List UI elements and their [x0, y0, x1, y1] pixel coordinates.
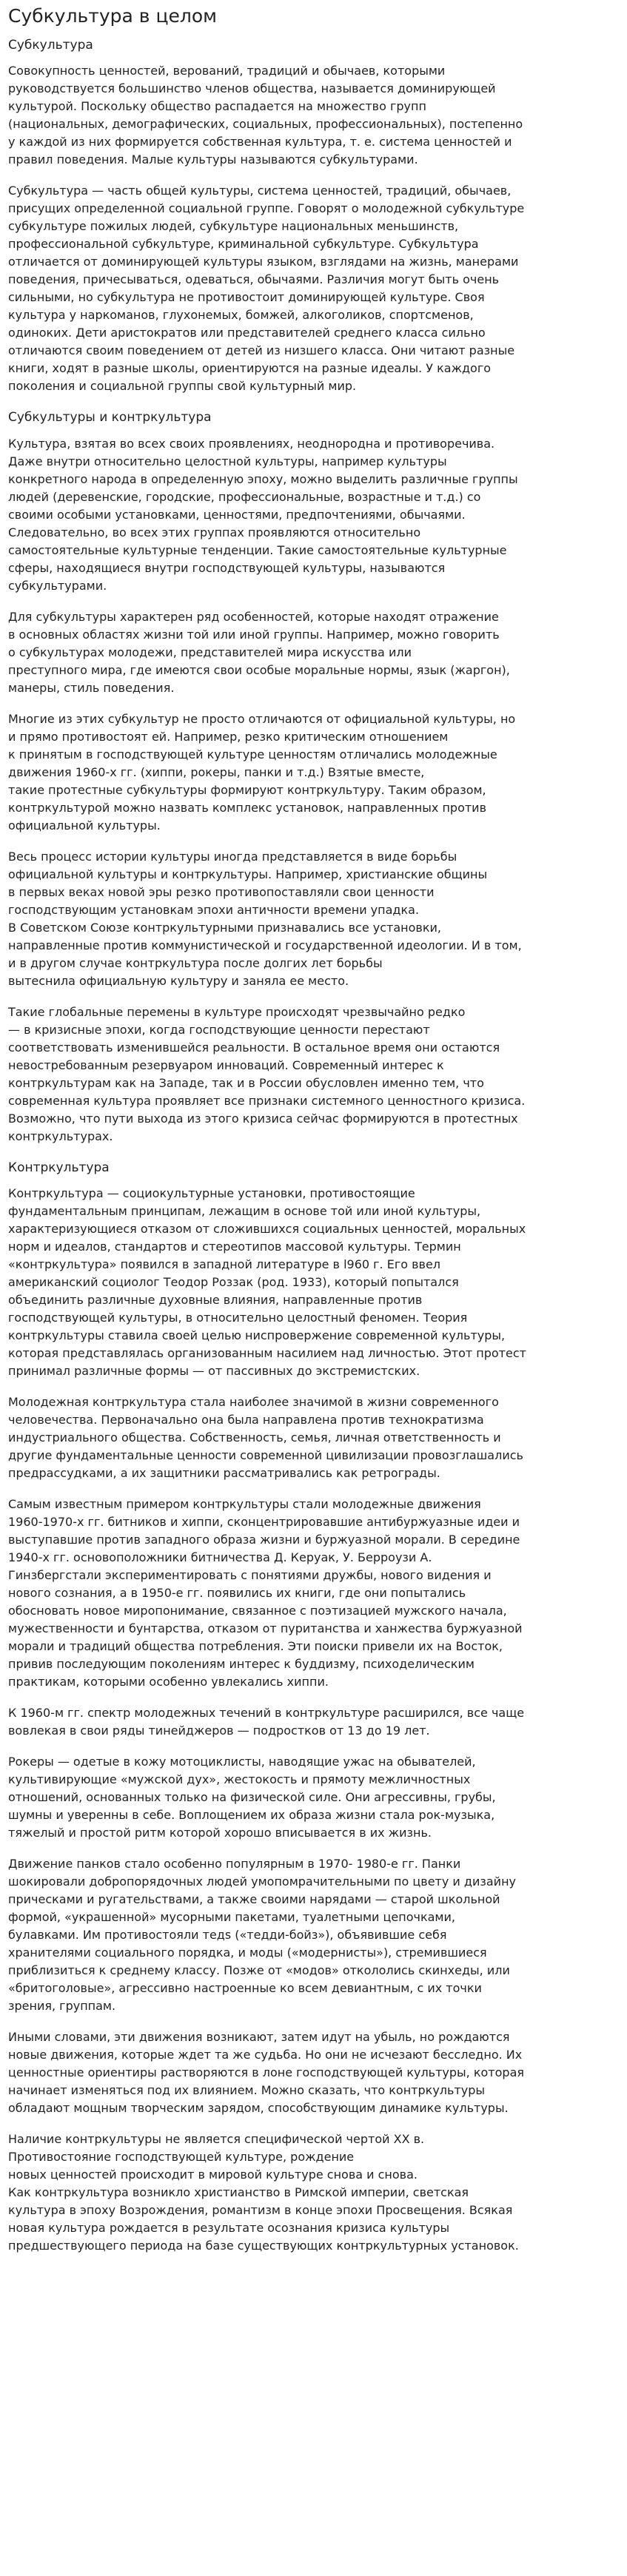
paragraph: Иными словами, эти движения возникают, затем идут на убыль, но рождаются новые движения, которые ждет та же судьба. Но они не исчезают бесследно. Их ценностные ориентиры растворяются в лоне господствующей культуры, которая начинает изменяться под их влиянием. Можно сказать, что контркультуры обладают мощным творческим зарядом, способствующим динамике культуры. [8, 2030, 524, 2115]
section-subcultures-and-counterculture [8, 408, 619, 1146]
paragraph: Многие из этих субкультур не просто отличаются от официальной культуры, но и прямо противостоят ей. Например, резко критическим отношением к принятым в господствующей культуре ценностям отличались молодежные движения 1960-х гг. (хиппи, рокеры, панки и т.д.) Взятые вместе, такие протестные субкультуры формируют контркультуру. Таким образом, контркультурой можно назвать комплекс установок, направленных против официальной культуры. [8, 711, 516, 833]
paragraph: Совокупность ценностей, верований, традиций и обычаев, которыми руководствуется большинство членов общества, называется доминирующей культурой. Поскольку общество распадается на множество групп (национальных, демографических, социальных, профессиональных), постепенно у каждой из них формируется собственная культура, т. е. система ценностей и правил поведения. Малые культуры называются субкультурами. [8, 64, 523, 167]
paragraph: Для субкультуры характерен ряд особенностей, которые находят отражение в основных областях жизни той или иной группы. Например, можно говорить о субкультурах молодежи, представителей мира искусства или преступного мира, где имеются свои особые моральные нормы, язык (жаргон), манеры, стиль поведения. [8, 609, 510, 695]
paragraph: Весь процесс истории культуры иногда представляется в виде борьбы официальной культуры и контркультуры. Например, христианские общины в первых веках новой эры резко противопоставляли свои ценности господствующим установкам эпохи античности времени упадка. В Советском Союзе контркультурными признавались все установки, направленные против коммунистической и государственной идеологии. И в том, и в другом случае контркультура после долгих лет борьбы вытеснила официальную культуру и заняла ее место. [8, 849, 522, 988]
section-heading: Субкультуры и контркультура [8, 410, 212, 425]
paragraph: Такие глобальные перемены в культуре происходят чрезвычайно редко — в кризисные эпохи, когда господствующие ценности перестают соответствовать изменившейся реальности. В остальное время они остаются невостребованным резервуаром инноваций. Современный интерес к контркультурам как на Западе, так и в России обусловлен именно тем, что современная культура проявляет все признаки системного ценностного кризиса. Возможно, что пути выхода из этого кризиса сейчас формируются в протестных контркультурах. [8, 1004, 526, 1143]
section-counterculture [8, 1159, 619, 2256]
section-subculture [8, 36, 619, 396]
paragraph: Культура, взятая во всех своих проявлениях, неоднородна и противоречива. Даже внутри относительно целостной культуры, например культуры конкретного народа в определенную эпоху, можно выделить различные группы людей (деревенские, городские, профессиональные, возрастные и т.д.) со своими особыми установками, ценностями, предпочтениями, обычаями. Следовательно, во всех этих группах проявляются относительно самостоятельные культурные тенденции. Такие самостоятельные культурные сферы, находящиеся внутри господствующей культуры, называются субкультурами. [8, 436, 518, 593]
paragraph: Рокеры — одетые в кожу мотоциклисты, наводящие ужас на обывателей, культивирующие «мужской дух», жестокость и прямоту межличностных отношений, основанных только на физической силе. Они агрессивны, грубы, шумны и уверенны в себе. Воплощением их образа жизни стала рок-музыка, тяжелый и простой ритм которой хорошо вписывается в их жизнь. [8, 1755, 496, 1840]
page-title: Субкультура в целом [8, 5, 217, 27]
paragraph: К 1960-м гг. спектр молодежных течений в контркультуре расширился, все чаще вовлекая в свои ряды тинейджеров — подростков от 13 до 19 лет. [8, 1706, 525, 1738]
paragraph: Движение панков стало особенно популярным в 1970- 1980-е гг. Панки шокировали добропорядочных людей умопомрачительными по цвету и дизайну прическами и ругательствами, а также своими нарядами — старой школьной формой, «украшенной» мусорными пакетами, туалетными цепочками, булавками. Им противостояли тедs («тедди-бойз»), объявившие себя хранителями социального порядка, и моды («модернисты»), стремившиеся приблизиться к среднему классу. Позже от «модов» откололись скинхеды, или «бритоголовые», агрессивно настроенные ко всем девиантным, с их точки зрения, группам. [8, 1857, 517, 2013]
paragraph: Контркультура — социокультурные установки, противостоящие фундаментальным принципам, лежащим в основе той или иной культуры, характеризующиеся отказом от сложившихся социальных ценностей, моральных норм и идеалов, стандартов и стереотипов массовой культуры. Термин «контркультура» появился в западной литературе в l960 г. Его ввел американский социолог Теодор Роззак (род. 1933), который попытался объединить различные духовные влияния, направленные против господствующей культуры, в относительно целостный феномен. Теория контркультуры ставила своей целью ниспровержение современной культуры, которая представлялась организованным насилием над личностью. Этот протест принимал различные формы — от пассивных до экстремистских. [8, 1186, 526, 1378]
section-heading: Контркультура [8, 1160, 110, 1175]
paragraph: Молодежная контркультура стала наиболее значимой в жизни современного человечества. Первоначально она была направлена против технократизма индустриального общества. Собственность, семья, личная ответственность и другие фундаментальные ценности современной цивилизации провозглашались предрассудками, а их защитники рассматривались как ретрограды. [8, 1395, 523, 1480]
section-heading: Субкультура [8, 37, 93, 53]
paragraph: Субкультура — часть общей культуры, система ценностей, традиций, обычаев, присущих определенной социальной группе. Говорят о молодежной субкультуре субкультуре пожилых людей, субкультуре национальных меньшинств, профессиональной субкультуре, криминальной субкультуре. Субкультура отличается от доминирующей культуры языком, взглядами на жизнь, манерами поведения, причесываться, одеваться, обычаями. Различия могут быть очень сильными, но субкультура не противостоит доминирующей культуре. Своя культура у наркоманов, глухонемых, бомжей, алкоголиков, спортсменов, одиноких. Дети аристократов или представителей среднего класса сильно отличаются своим поведением от детей из низшего класса. Они читают разные книги, ходят в разные школы, ориентируются на разные идеалы. У каждого поколения и социальной группы свой культурный мир. [8, 184, 525, 393]
paragraph: Наличие контркультуры не является специфической чертой XX в. Противостояние господствующей культуре, рождение новых ценностей происходит в мировой культуре снова и снова. Как контркультура возникло христианство в Римской империи, светская культура в эпоху Возрождения, романтизм в конце эпохи Просвещения. Всякая новая культура рождается в результате осознания кризиса культуры предшествующего периода на базе существующих контркультурных установок. [8, 2132, 519, 2253]
paragraph: Самым известным примером контркультуры стали молодежные движения 1960-1970-х гг. битников и хиппи, сконцентрировавшие антибуржуазные идеи и выступавшие против западного образа жизни и буржуазной морали. В середине 1940-х гг. основоположники битничества Д. Керуак, У. Берроузи А. Гинзбергстали экспериментировать с понятиями дружбы, нового видения и нового сознания, а в 1950-е гг. появились их книги, где они попытались обосновать новое миропонимание, связанное с поэтизацией мужского начала, мужественности и бунтарства, отказом от пуританства и ханжества буржуазной морали и традиций общества потребления. Эти поиски привели их на Восток, привив последующим поколениям интерес к буддизму, психоделическим практикам, которыми особенно увлекались хиппи. [8, 1497, 523, 1689]
